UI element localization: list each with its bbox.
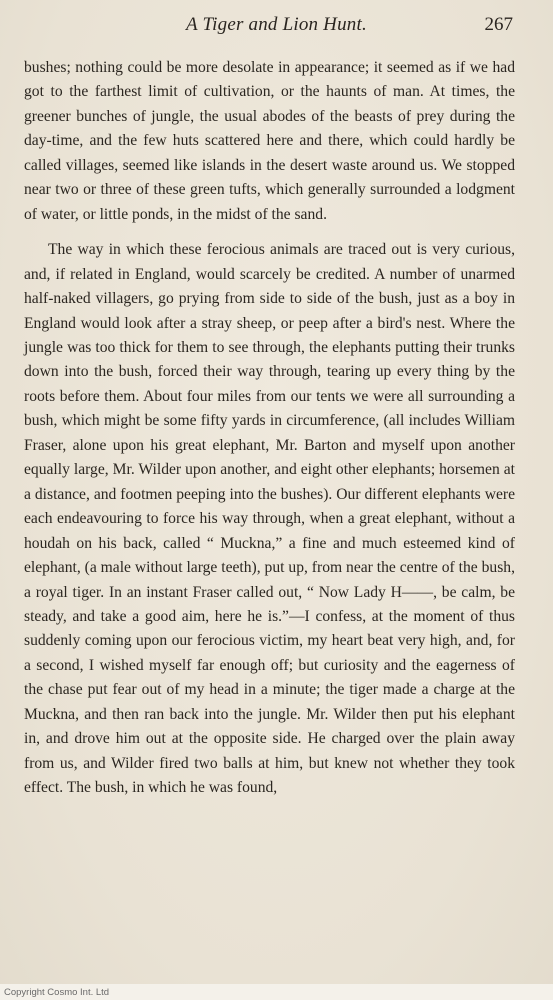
copyright-credit: Copyright Cosmo Int. Ltd: [4, 987, 110, 998]
body-text: [24, 56, 515, 801]
page-number: 267: [484, 14, 513, 35]
paragraph-continued: bushes; nothing could be more desolate in appearance; it seemed as if we had got to the farthest limit of cultivation, or the haunts of man. At times, the greener bunches of jungle, the usual abodes of the beasts of prey during the day-time, and the few huts scattered here and there, which could hardly be called villages, seemed like islands in the desert waste around us. We stopped near two or three of these green tufts, which generally surrounded a lodgment of water, or little ponds, in the midst of the sand.: [24, 59, 515, 223]
running-title: A Tiger and Lion Hunt.: [186, 14, 367, 35]
footer-bar: [0, 984, 553, 1000]
page-header: [0, 14, 553, 38]
paragraph-tiger-hunt: The way in which these ferocious animals are traced out is very curious, and, if related in England, would scarcely be credited. A number of unarmed half-naked villagers, go prying from side to side of the bush, just as a boy in England would look after a stray sheep, or peep after a bird's nest. Where the jungle was too thick for them to see through, the elephants putting their trunks down into the bush, forced their way through, tearing up every thing by the roots before them. About four miles from our tents we were all surrounding a bush, which might be some fifty yards in circumference, (all includes William Fraser, alone upon his great elephant, Mr. Barton and myself upon another equally large, Mr. Wilder upon another, and eight other elephants; horsemen at a distance, and footmen peeping into the bushes). Our different elephants were each endeavouring to force his way through, when a great elephant, without a houdah on his back, called “ Muckna,” a fine and much esteemed kind of elephant, (a male without large teeth), put up, from near the centre of the bush, a royal tiger. In an instant Fraser called out, “ Now Lady H——, be calm, be steady, and take a good aim, here he is.”—I confess, at the moment of thus suddenly coming upon our ferocious victim, my heart beat very high, and, for a second, I wished myself far enough off; but curiosity and the eagerness of the chase put fear out of my head in a minute; the tiger made a charge at the Muckna, and then ran back into the jungle. Mr. Wilder then put his elephant in, and drove him out at the opposite side. He charged over the plain away from us, and Wilder fired two balls at him, but knew not whether they took effect. The bush, in which he was found,: [24, 241, 515, 797]
